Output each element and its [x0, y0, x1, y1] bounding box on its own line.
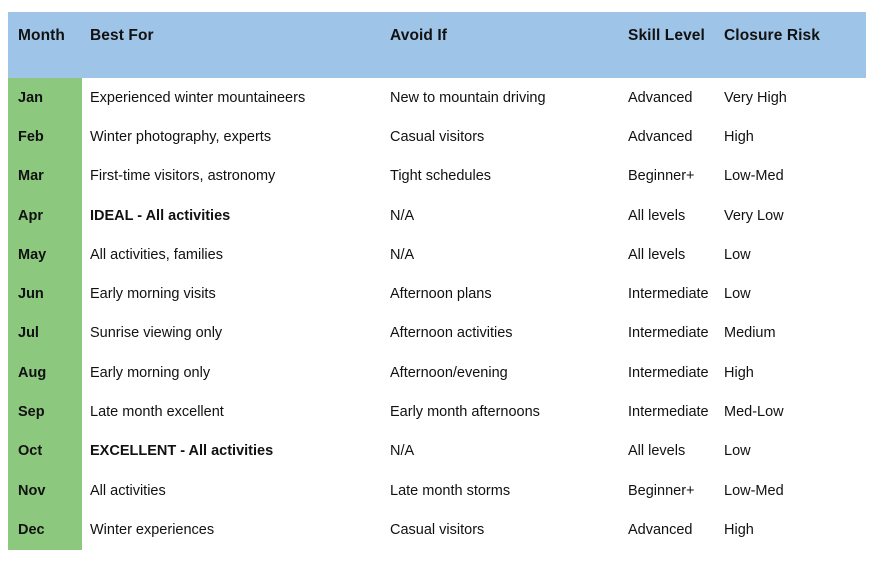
column-header-closure-risk: Closure Risk — [722, 12, 866, 78]
cell-month: Mar — [8, 157, 82, 196]
cell-avoid-if: Casual visitors — [382, 510, 622, 549]
cell-skill-level: Beginner+ — [622, 157, 722, 196]
cell-best-for: Late month excellent — [82, 392, 382, 431]
table-row — [8, 157, 866, 196]
table-row — [8, 392, 866, 431]
cell-avoid-if: N/A — [382, 432, 622, 471]
cell-closure-risk: Medium — [722, 314, 866, 353]
cell-best-for: Sunrise viewing only — [82, 314, 382, 353]
cell-skill-level: All levels — [622, 235, 722, 274]
column-header-avoid-if: Avoid If — [382, 12, 622, 78]
cell-closure-risk: Low-Med — [722, 471, 866, 510]
cell-skill-level: Intermediate — [622, 314, 722, 353]
cell-avoid-if: Tight schedules — [382, 157, 622, 196]
table-header-row — [8, 12, 866, 78]
cell-month: Jul — [8, 314, 82, 353]
cell-avoid-if: Casual visitors — [382, 117, 622, 156]
cell-month: May — [8, 235, 82, 274]
cell-avoid-if: New to mountain driving — [382, 78, 622, 117]
cell-closure-risk: Very High — [722, 78, 866, 117]
cell-avoid-if: Afternoon plans — [382, 274, 622, 313]
cell-closure-risk: Med-Low — [722, 392, 866, 431]
table-row — [8, 235, 866, 274]
cell-closure-risk: Low — [722, 235, 866, 274]
table-row — [8, 117, 866, 156]
cell-closure-risk: High — [722, 353, 866, 392]
table-row — [8, 510, 866, 549]
table-row — [8, 432, 866, 471]
cell-skill-level: Advanced — [622, 78, 722, 117]
cell-best-for: Early morning visits — [82, 274, 382, 313]
cell-best-for: IDEAL - All activities — [82, 196, 382, 235]
cell-closure-risk: Low-Med — [722, 157, 866, 196]
cell-closure-risk: High — [722, 117, 866, 156]
cell-skill-level: Advanced — [622, 510, 722, 549]
cell-best-for: All activities, families — [82, 235, 382, 274]
table-row — [8, 78, 866, 117]
cell-month: Aug — [8, 353, 82, 392]
cell-month: Jan — [8, 78, 82, 117]
monthly-planning-table — [8, 12, 866, 550]
cell-best-for: Winter experiences — [82, 510, 382, 549]
cell-closure-risk: Low — [722, 432, 866, 471]
cell-best-for: EXCELLENT - All activities — [82, 432, 382, 471]
cell-closure-risk: Low — [722, 274, 866, 313]
table-row — [8, 274, 866, 313]
cell-avoid-if: Late month storms — [382, 471, 622, 510]
cell-skill-level: Advanced — [622, 117, 722, 156]
cell-month: Nov — [8, 471, 82, 510]
column-header-skill-level: Skill Level — [622, 12, 722, 78]
cell-skill-level: All levels — [622, 432, 722, 471]
column-header-month: Month — [8, 12, 82, 78]
cell-best-for: Early morning only — [82, 353, 382, 392]
cell-month: Dec — [8, 510, 82, 549]
column-header-best-for: Best For — [82, 12, 382, 78]
table-body — [8, 78, 866, 550]
cell-month: Oct — [8, 432, 82, 471]
cell-month: Sep — [8, 392, 82, 431]
cell-skill-level: Beginner+ — [622, 471, 722, 510]
cell-avoid-if: Afternoon activities — [382, 314, 622, 353]
table-row — [8, 314, 866, 353]
cell-best-for: Experienced winter mountaineers — [82, 78, 382, 117]
cell-avoid-if: Early month afternoons — [382, 392, 622, 431]
cell-avoid-if: N/A — [382, 196, 622, 235]
cell-avoid-if: N/A — [382, 235, 622, 274]
cell-skill-level: All levels — [622, 196, 722, 235]
cell-month: Apr — [8, 196, 82, 235]
cell-skill-level: Intermediate — [622, 353, 722, 392]
table-row — [8, 471, 866, 510]
cell-best-for: Winter photography, experts — [82, 117, 382, 156]
cell-month: Feb — [8, 117, 82, 156]
cell-closure-risk: High — [722, 510, 866, 549]
table-row — [8, 196, 866, 235]
table-row — [8, 353, 866, 392]
cell-best-for: All activities — [82, 471, 382, 510]
table-header — [8, 12, 866, 78]
cell-best-for: First-time visitors, astronomy — [82, 157, 382, 196]
cell-closure-risk: Very Low — [722, 196, 866, 235]
cell-month: Jun — [8, 274, 82, 313]
cell-skill-level: Intermediate — [622, 274, 722, 313]
cell-skill-level: Intermediate — [622, 392, 722, 431]
cell-avoid-if: Afternoon/evening — [382, 353, 622, 392]
